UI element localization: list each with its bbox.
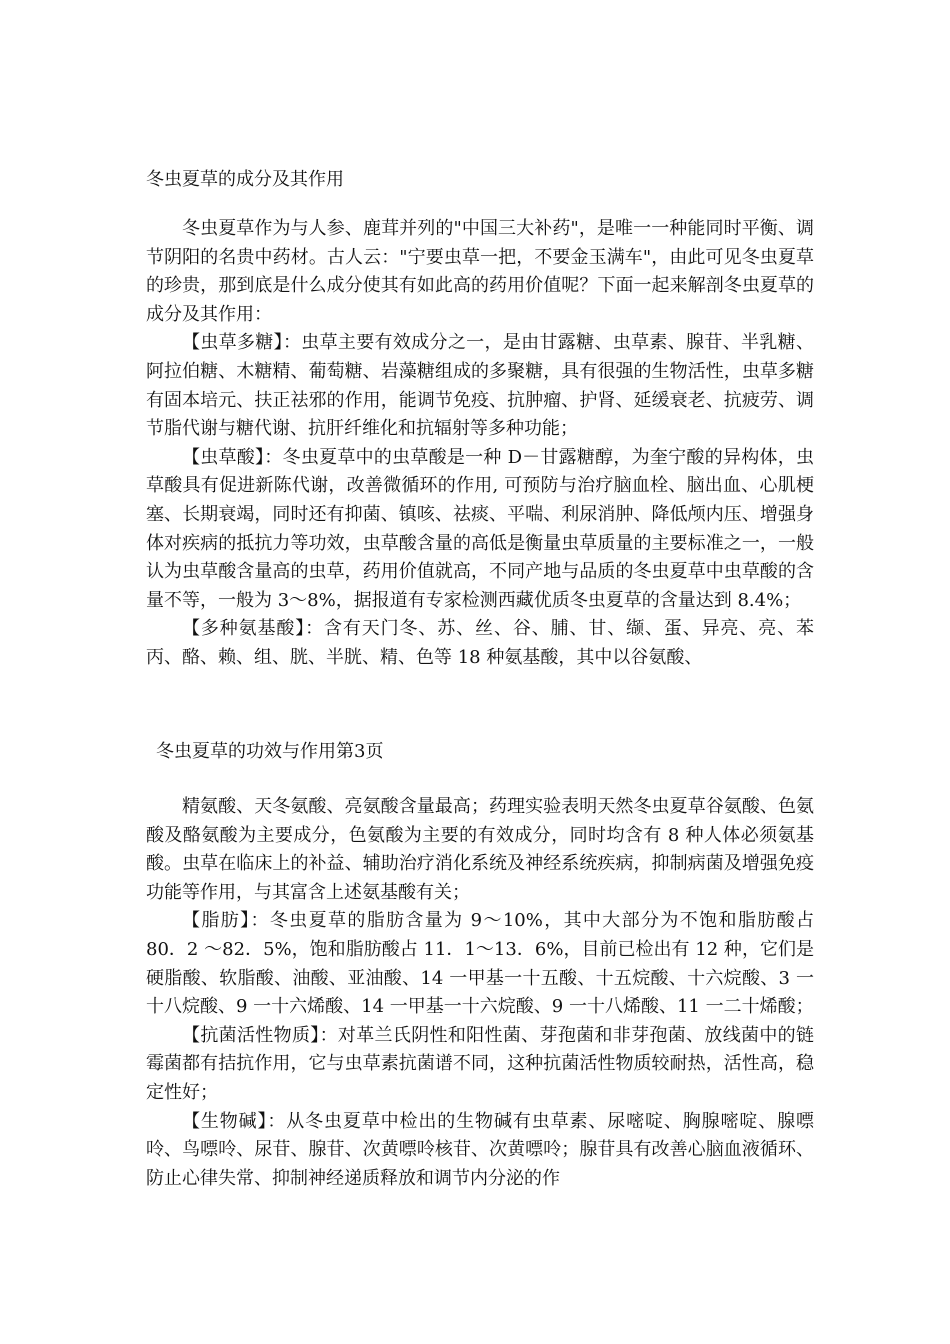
- amino-acids-paragraph: 【多种氨基酸】：含有天门冬、苏、丝、谷、脯、甘、缬、蛋、异亮、亮、苯丙、酪、赖、组、胱、半胱、精、色等 18 种氨基酸，其中以谷氨酸、: [146, 618, 814, 668]
- amino-acids-continued-paragraph: 精氨酸、天冬氨酸、亮氨酸含量最高；药理实验表明天然冬虫夏草谷氨酸、色氨酸及酪氨酸为主要成分，色氨酸为主要的有效成分，同时均含有 8 种人体必须氨基酸。虫草在临床上的补益、辅助治疗消化系统及神经系统疾病，抑制病菌及增强免疫功能等作用，与其富含上述氨基酸有关；: [146, 796, 814, 903]
- document-title: 冬虫夏草的成分及其作用: [146, 169, 344, 190]
- fat-paragraph: 【脂肪】：冬虫夏草的脂肪含量为 9～10%，其中大部分为不饱和脂肪酸占 80．2 ～82．5%，饱和脂肪酸占 11．1～13．6%，目前已检出有 12 种，它们是硬脂酸、软脂酸、油酸、亚油酸、14 一甲基一十五酸、十五烷酸、十六烷酸、3 一十八烷酸、9 一十六烯酸、14 一甲基一十六烷酸、9 一十八烯酸、11 一二十烯酸；: [146, 910, 814, 1018]
- cordycepic-acid-paragraph: 【虫草酸】：冬虫夏草中的虫草酸是一种 D－甘露糖醇，为奎宁酸的异构体，虫草酸具有促进新陈代谢，改善微循环的作用, 可预防与治疗脑血栓、脑出血、心肌梗塞、长期衰竭，同时还有抑菌、镇咳、祛痰、平喘、利尿消肿、降低颅内压、增强身体对疾病的抵抗力等功效，虫草酸含量的高低是衡量虫草质量的主要标准之一，一般认为虫草酸含量高的虫草，药用价值就高，不同产地与品质的冬虫夏草中虫草酸的含量不等，一般为 3～8%，据报道有专家检测西藏优质冬虫夏草的含量达到 8.4%；: [146, 446, 814, 611]
- polysaccharide-paragraph: 【虫草多糖】：虫草主要有效成分之一，是由甘露糖、虫草素、腺苷、半乳糖、阿拉伯糖、木糖精、葡萄糖、岩藻糖组成的多聚糖，具有很强的生物活性，虫草多糖有固本培元、扶正祛邪的作用，能调节免疫、抗肿瘤、护肾、延缓衰老、抗疲劳、调节脂代谢与糖代谢、抗肝纤维化和抗辐射等多种功能；: [146, 332, 814, 440]
- antibacterial-paragraph: 【抗菌活性物质】：对革兰氏阴性和阳性菌、芽孢菌和非芽孢菌、放线菌中的链霉菌都有拮抗作用，它与虫草素抗菌谱不同，这种抗菌活性物质较耐热，活性高，稳定性好；: [146, 1024, 814, 1103]
- content-block-upper: [146, 215, 814, 673]
- alkaloids-paragraph: 【生物碱】：从冬虫夏草中检出的生物碱有虫草素、尿嘧啶、胸腺嘧啶、腺嘌呤、鸟嘌呤、尿苷、腺苷、次黄嘌呤核苷、次黄嘌呤；腺苷具有改善心脑血液循环、防止心律失常、抑制神经递质释放和调节内分泌的作: [146, 1110, 814, 1189]
- page-footer: 冬虫夏草的功效与作用第3页: [156, 741, 384, 762]
- content-block-lower: [146, 793, 814, 1193]
- intro-paragraph: 冬虫夏草作为与人参、鹿茸并列的"中国三大补药"，是唯一一种能同时平衡、调节阴阳的名贵中药材。古人云："宁要虫草一把，不要金玉满车"，由此可见冬虫夏草的珍贵，那到底是什么成分使其有如此高的药用价值呢？下面一起来解剖冬虫夏草的成分及其作用：: [146, 218, 814, 325]
